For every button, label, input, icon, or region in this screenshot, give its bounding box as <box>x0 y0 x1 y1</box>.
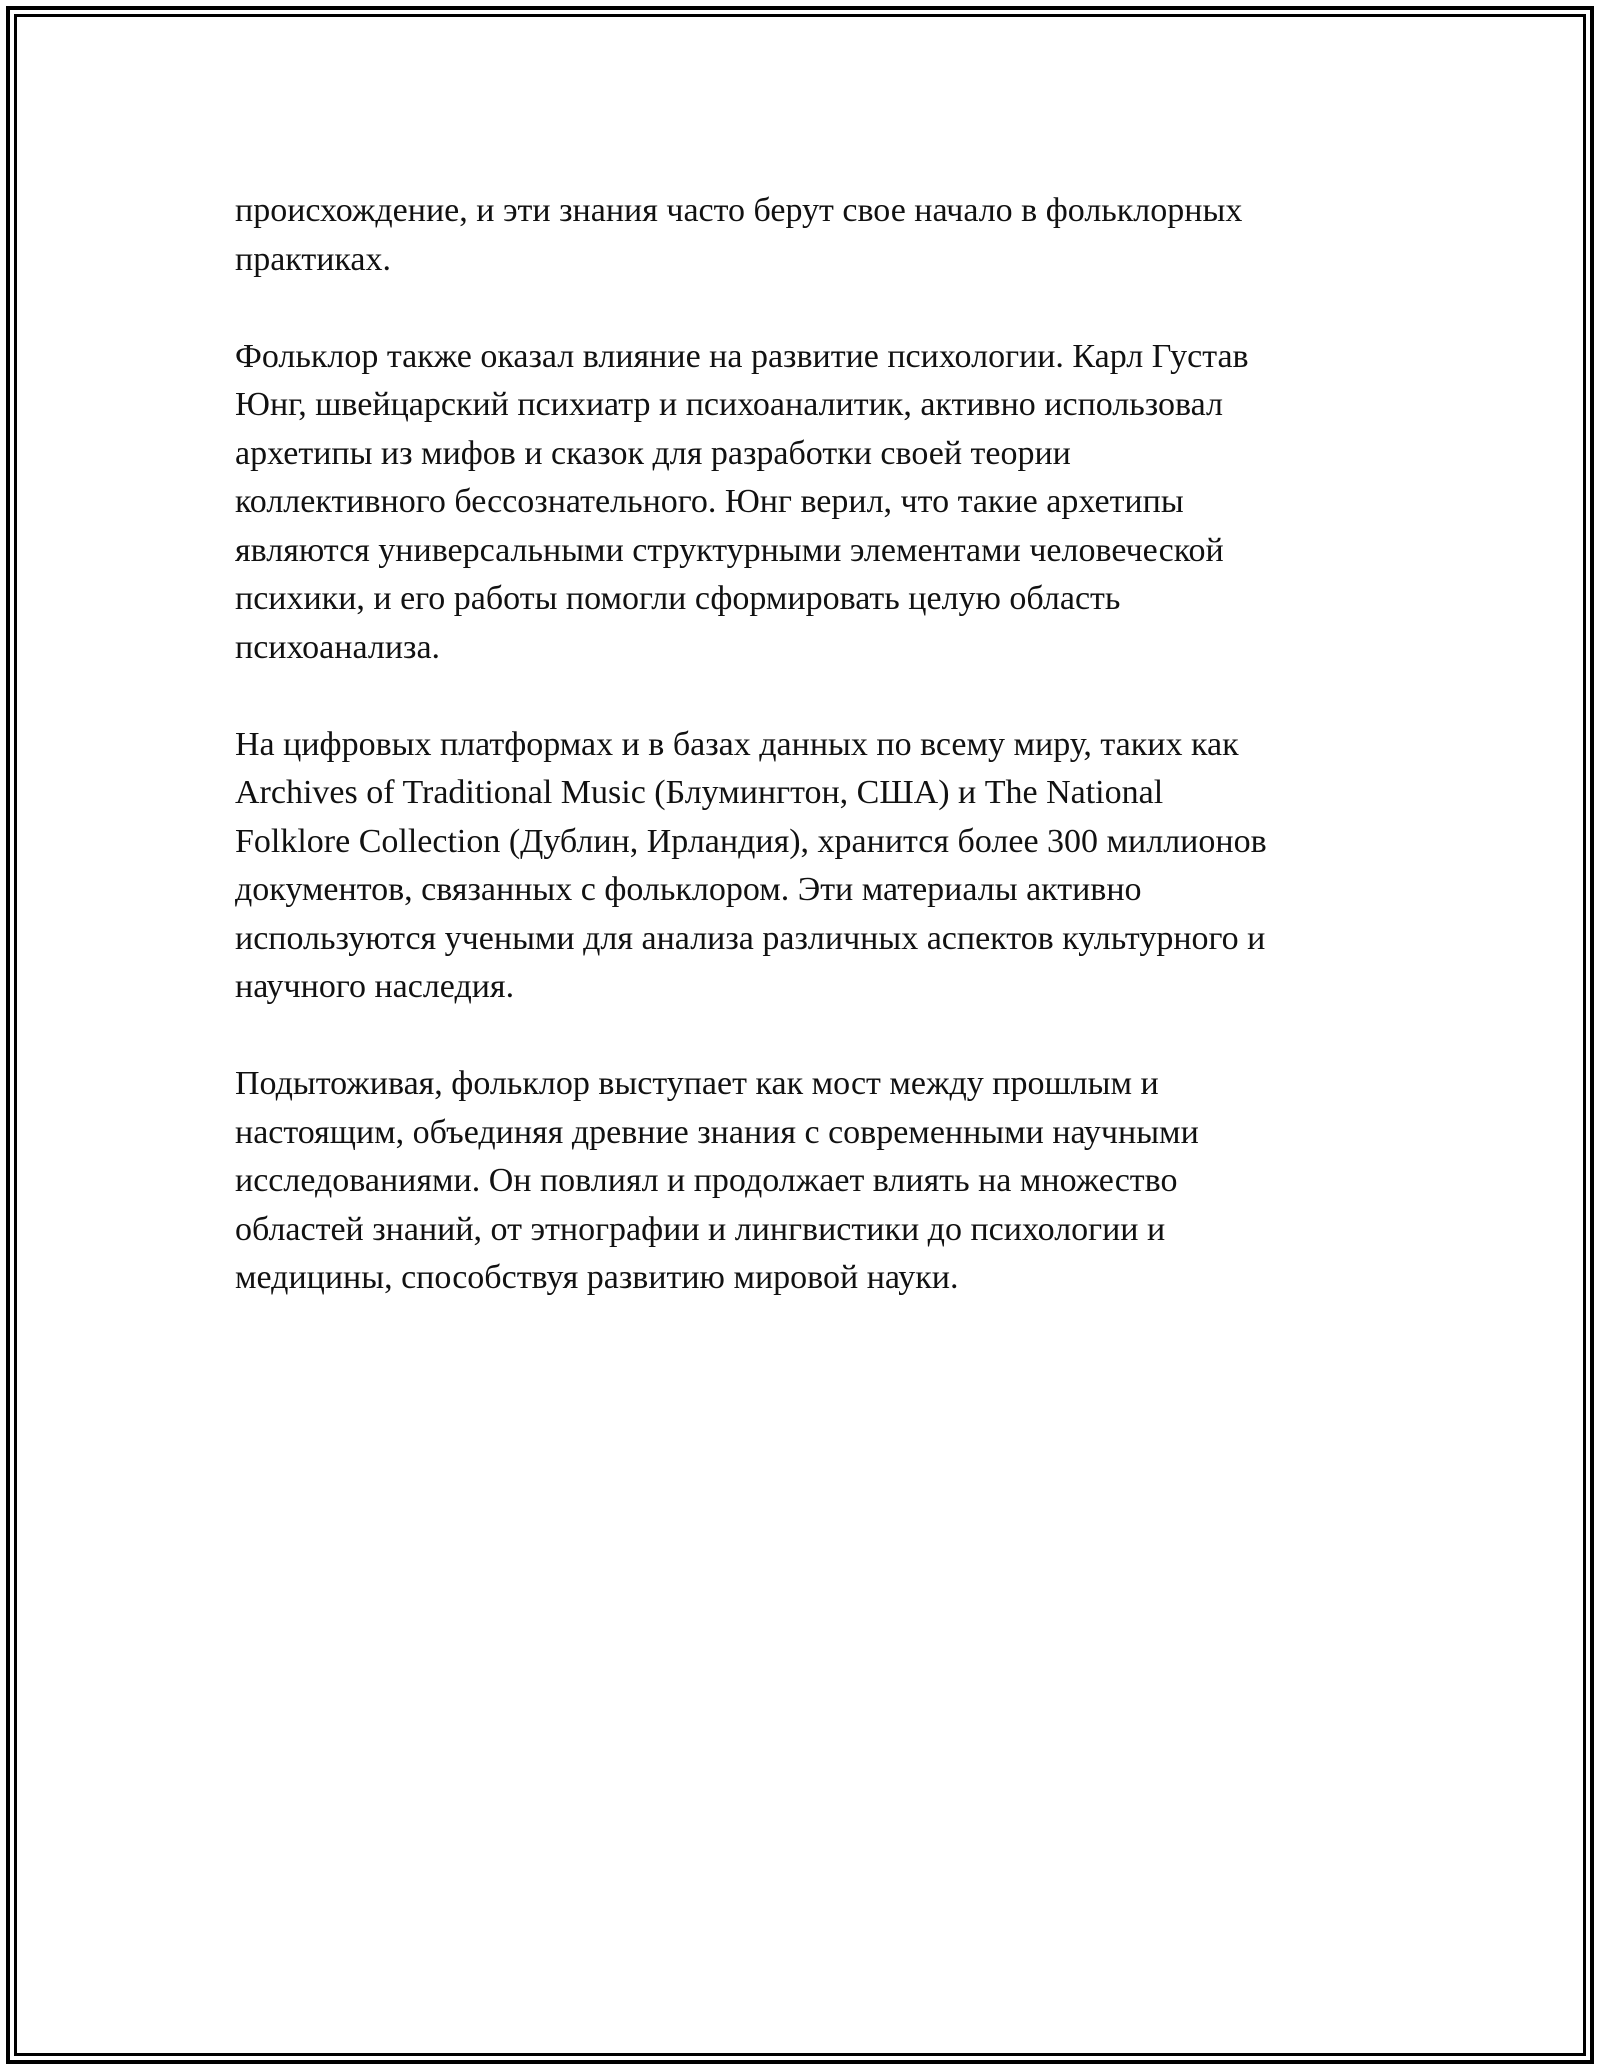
text-line: психики, и его работы помогли сформировать целую область <box>235 580 1121 617</box>
document-body <box>235 187 1365 1351</box>
text-line: практиках. <box>235 240 392 278</box>
text-line: архетипы из мифов и сказок для разработки своей теории <box>235 434 1071 472</box>
paragraph-psychology <box>235 333 1365 673</box>
text-line: используются учеными для анализа различных аспектов культурного и <box>235 919 1266 957</box>
text-line: исследованиями. Он повлиял и продолжает влиять на множество <box>235 1162 1178 1199</box>
paragraph-conclusion <box>235 1060 1365 1303</box>
text-line: медицины, способствуя развитию мировой науки. <box>235 1259 959 1296</box>
text-line: На цифровых платформах и в базах данных по всему миру, таких как <box>235 725 1239 763</box>
text-line: Юнг, швейцарский психиатр и психоаналитик, активно использовал <box>235 386 1223 423</box>
text-line: являются универсальными структурными элементами человеческой <box>235 531 1224 569</box>
text-line: происхождение, и эти знания часто берут свое начало в фольклорных <box>235 192 1243 229</box>
text-line: Подытоживая, фольклор выступает как мост между прошлым и <box>235 1065 1159 1102</box>
text-line: Archives of Traditional Music (Блумингтон, США) и The National <box>235 774 1164 811</box>
text-line: областей знаний, от этнографии и лингвистики до психологии и <box>235 1210 1166 1248</box>
paragraph-archives <box>235 721 1365 1012</box>
paragraph-origins <box>235 187 1365 284</box>
text-line: Фольклор также оказал влияние на развитие психологии. Карл Густав <box>235 337 1249 375</box>
text-line: документов, связанных с фольклором. Эти материалы активно <box>235 871 1142 908</box>
text-line: настоящим, объединяя древние знания с современными научными <box>235 1113 1199 1151</box>
text-line: психоанализа. <box>235 628 441 666</box>
text-line: научного наследия. <box>235 968 515 1005</box>
text-line: Folklore Collection (Дублин, Ирландия), хранится более 300 миллионов <box>235 822 1267 860</box>
text-line: коллективного бессознательного. Юнг верил, что такие архетипы <box>235 483 1184 520</box>
